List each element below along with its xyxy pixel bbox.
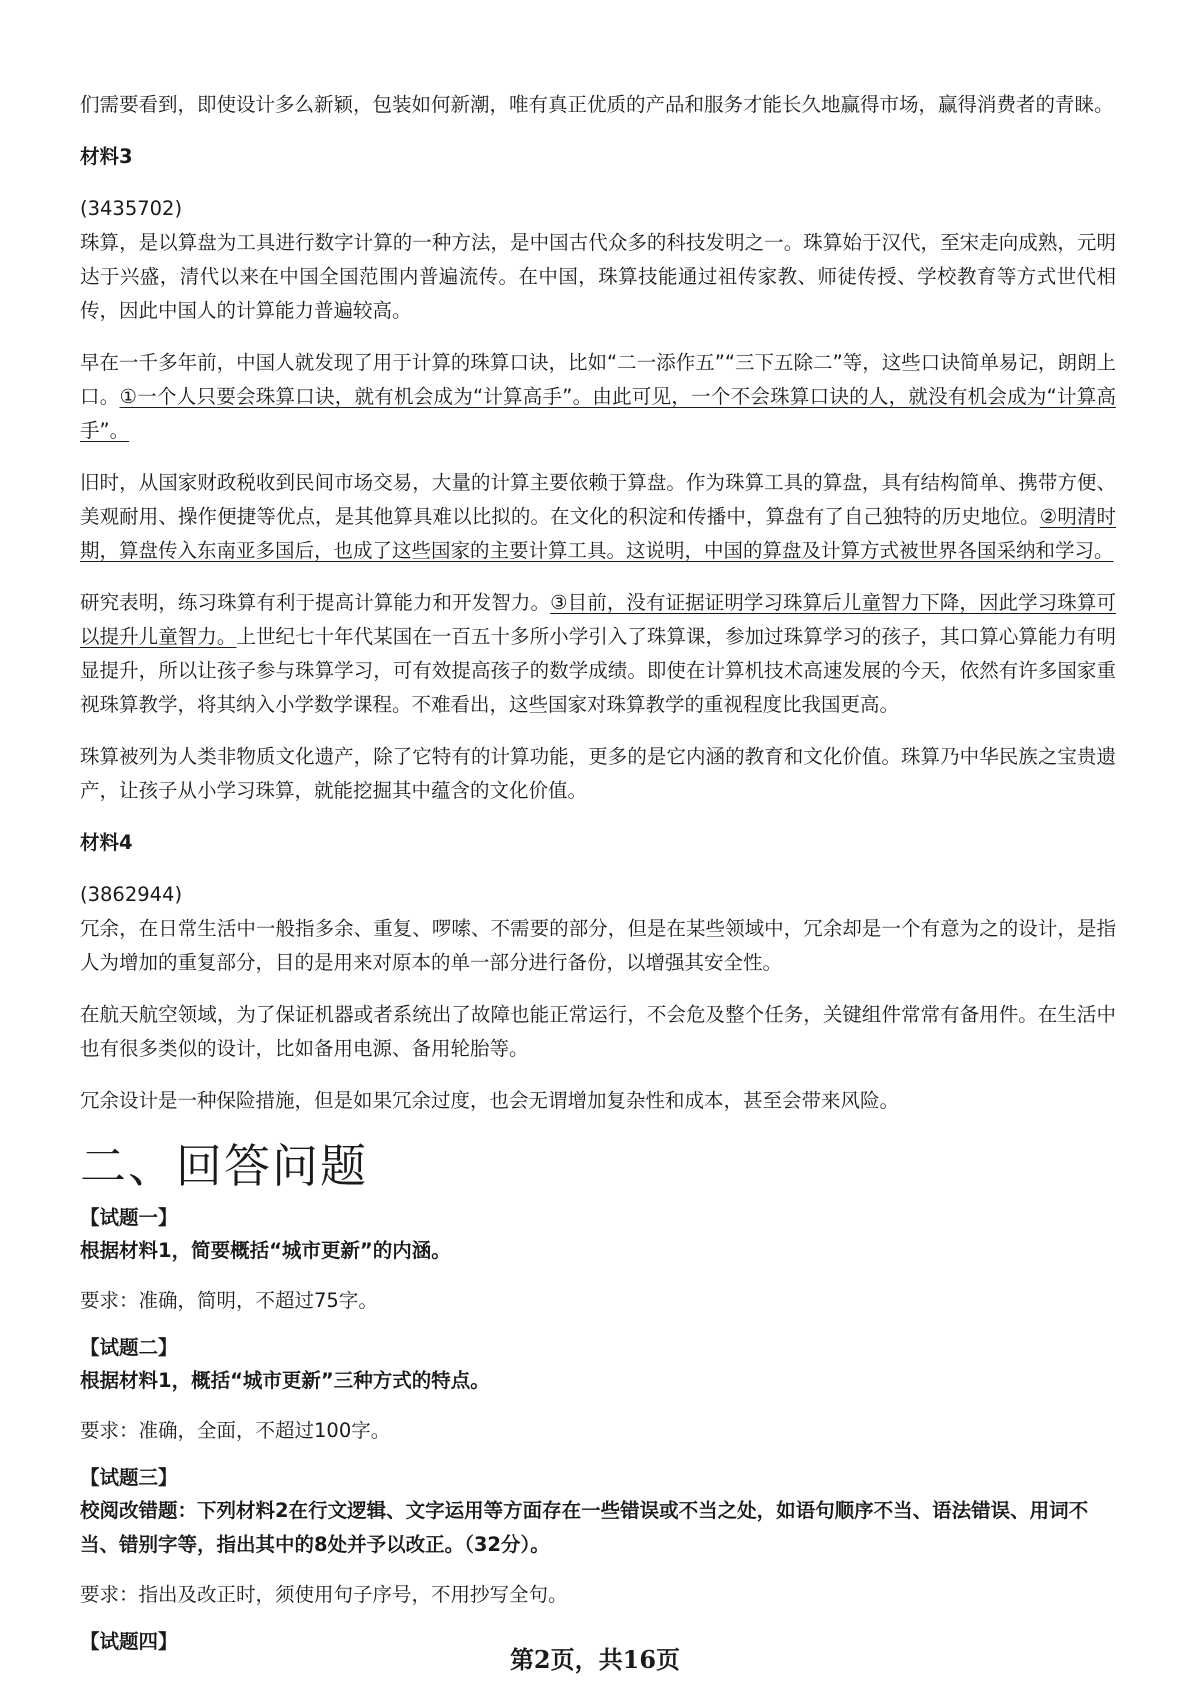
material3-p3-text: 旧时，从国家财政税收到民间市场交易，大量的计算主要依赖于算盘。作为珠算工具的算盘，具有结构简单、携带方便、美观耐用、操作便捷等优点，是其他算具难以比拟的。在文化的积淀和传播中，算盘有了自己独特的历史地位。 — [80, 471, 1116, 528]
material3-p4-text-a: 研究表明，练习珠算有利于提高计算能力和开发智力。 — [80, 591, 551, 614]
page-footer: 第2页，共16页 — [509, 1645, 681, 1674]
question-3-title: 【试题三】 — [80, 1466, 178, 1489]
material3-paragraph-4 — [80, 586, 1116, 722]
question-3-body: 校阅改错题：下列材料2在行文逻辑、文字运用等方面存在一些错误或不当之处，如语句顺序不当、语法错误、用词不当、错别字等，指出其中的8处并予以改正。（32分）。 — [80, 1499, 1089, 1556]
material4-paragraph-2: 在航天航空领域，为了保证机器或者系统出了故障也能正常运行，不会危及整个任务，关键组件常常有备用件。在生活中也有很多类似的设计，比如备用电源、备用轮胎等。 — [80, 1003, 1116, 1060]
question-1-title: 【试题一】 — [80, 1206, 178, 1229]
material3-p3-underlined: ②明清时期，算盘传入东南亚多国后，也成了这些国家的主要计算工具。这说明，中国的算盘及计算方式被世界各国采纳和学习。 — [80, 505, 1116, 562]
material4-paragraph-1: 冗余，在日常生活中一般指多余、重复、啰嗦、不需要的部分，但是在某些领域中，冗余却是一个有意为之的设计，是指人为增加的重复部分，目的是用来对原本的单一部分进行备份，以增强其安全性。 — [80, 917, 1116, 974]
material3-label: 材料3 — [80, 145, 133, 168]
material3-paragraph-1: 珠算，是以算盘为工具进行数字计算的一种方法，是中国古代众多的科技发明之一。珠算始于汉代，至宋走向成熟，元明达于兴盛，清代以来在中国全国范围内普遍流传。在中国，珠算技能通过祖传家教、师徒传授、学校教育等方式世代相传，因此中国人的计算能力普遍较高。 — [80, 231, 1116, 322]
material4-paragraph-3: 冗余设计是一种保险措施，但是如果冗余过度，也会无谓增加复杂性和成本，甚至会带来风险。 — [80, 1089, 900, 1112]
material3-p2-text: 早在一千多年前，中国人就发现了用于计算的珠算口诀，比如“二一添作五”“三下五除二”等，这些口诀简单易记，朗朗上口。 — [80, 351, 1116, 408]
material3-paragraph-3 — [80, 466, 1116, 568]
material3-paragraph-5: 珠算被列为人类非物质文化遗产，除了它特有的计算功能，更多的是它内涵的教育和文化价值。珠算乃中华民族之宝贵遗产，让孩子从小学习珠算，就能挖掘其中蕴含的文化价值。 — [80, 745, 1116, 802]
material4-label: 材料4 — [80, 831, 133, 854]
question-2-title: 【试题二】 — [80, 1336, 178, 1359]
question-2-requirement: 要求：准确，全面，不超过100字。 — [80, 1419, 391, 1442]
question-2-body: 根据材料1，概括“城市更新”三种方式的特点。 — [80, 1369, 490, 1392]
material3-p4-underlined: ③目前，没有证据证明学习珠算后儿童智力下降，因此学习珠算可以提升儿童智力。 — [80, 591, 1116, 648]
intro-tail-paragraph: 们需要看到，即使设计多么新颖，包装如何新潮，唯有真正优质的产品和服务才能长久地赢得市场，赢得消费者的青睐。 — [80, 93, 1114, 116]
section-heading: 二、回答问题 — [80, 1139, 368, 1193]
question-1-requirement: 要求：准确，简明，不超过75字。 — [80, 1289, 378, 1312]
material3-code: (3435702) — [80, 197, 183, 220]
material3-p2-underlined: ①一个人只要会珠算口诀，就有机会成为“计算高手”。由此可见，一个不会珠算口诀的人，就没有机会成为“计算高手”。 — [80, 385, 1116, 442]
question-1-body: 根据材料1，简要概括“城市更新”的内涵。 — [80, 1239, 451, 1262]
question-3-requirement: 要求：指出及改正时，须使用句子序号，不用抄写全句。 — [80, 1583, 568, 1606]
material3-paragraph-2 — [80, 346, 1116, 448]
material3-p4-text-b: 上世纪七十年代某国在一百五十多所小学引入了珠算课，参加过珠算学习的孩子，其口算心算能力有明显提升，所以让孩子参与珠算学习，可有效提高孩子的数学成绩。即使在计算机技术高速发展的今天，依然有许多国家重视珠算教学，将其纳入小学数学课程。不难看出，这些国家对珠算教学的重视程度比我国更高。 — [80, 625, 1116, 716]
material4-code: (3862944) — [80, 883, 183, 906]
document-page — [80, 88, 1116, 1658]
question-4-title: 【试题四】 — [80, 1630, 178, 1653]
